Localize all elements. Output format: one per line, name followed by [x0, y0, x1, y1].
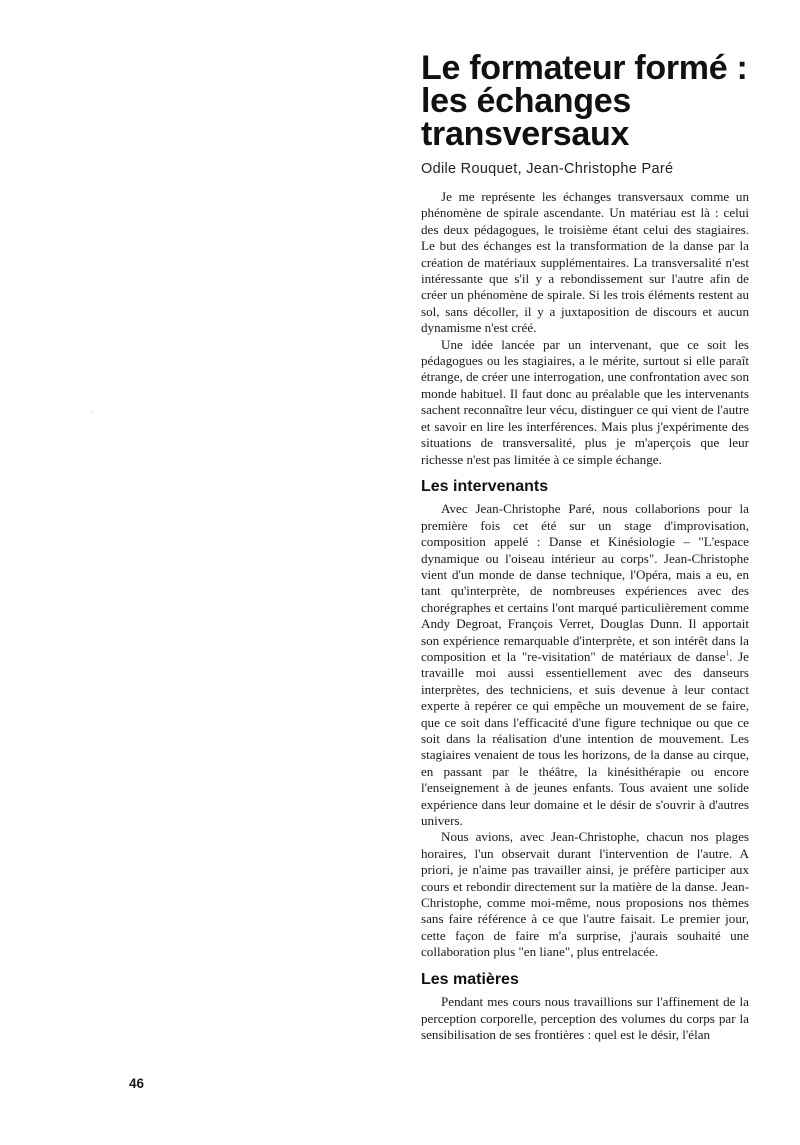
intervenants-paragraph: Nous avions, avec Jean-Christophe, chacun nos plages horaires, l'un observait durant l'intervention de l'autre. A priori, je n'aime pas travailler ainsi, je préfère participer aux cours et rebondir directement sur la matière de la danse. Jean-Christophe, comme moi-même, nous proposions nos thèmes sans faire référence à ce que l'autre faisait. Le premier jour, cette façon de faire m'a surprise, j'aurais souhaité une collaboration plus "en liane", plus entrelacée.	[421, 829, 749, 960]
section-heading-intervenants: Les intervenants	[421, 477, 549, 495]
scan-speck	[92, 411, 93, 412]
article-column	[421, 49, 749, 1043]
paragraph-text: Avec Jean-Christophe Paré, nous collaborions pour la première fois cet été sur un stage d'improvisation, composition appelé : Danse et Kinésiologie – "L'espace dynamique ou l'oiseau intérieur au corps". Jean-Christophe vient d'un monde de danse technique, l'Opéra, mais a eu, en tant qu'interprète, de nombreuses expériences avec des chorégraphes et certains l'ont marqué particulièrement comme Andy Degroat, François Verret, Douglas Dunn. Il apportait son expérience remarquable d'interprète, et son intérêt dans la composition et la "re-visitation" de matériaux de danse	[421, 501, 749, 664]
article-body	[421, 189, 749, 1043]
intro-paragraph: Une idée lancée par un intervenant, que ce soit les pédagogues ou les stagiaires, a le mérite, surtout si elle paraît étrange, de créer une interrogation, une confrontation avec son monde habituel. Il faut donc au préalable que les intervenants sachent reconnaître leur vécu, distinguer ce qui vient de l'autre et savoir en lire les interférences. Mais plus j'expérimente des situations de transversalité, plus je m'aperçois que leur richesse n'est pas limitée à ce simple échange.	[421, 336, 749, 467]
intro-paragraph: Je me représente les échanges transversaux comme un phénomène de spirale ascendante. Un matériau est là : celui des deux pédagogues, le troisième étant celui des stagiaires. Le but des échanges est la transformation de la danse par la création de matériaux supplémentaires. La transversalité n'est intéressante que s'il y a rebondissement sur l'autre afin de créer un phénomène de spirale. Si les trois éléments restent au sol, sans décoller, il y a juxtaposition de discours et aucun dynamisme n'est créé.	[421, 189, 749, 336]
article-authors: Odile Rouquet, Jean-Christophe Paré	[421, 161, 674, 177]
footnote-marker: 1	[725, 649, 730, 658]
article-title: Le formateur formé : les échanges transversaux	[421, 49, 748, 153]
matieres-paragraph: Pendant mes cours nous travaillions sur l'affinement de la perception corporelle, perception des volumes du corps par la sensibilisation de ses frontières : quel est le désir, l'élan	[421, 994, 749, 1042]
page-number: 46	[129, 1076, 145, 1091]
paragraph-text: . Je travaille moi aussi essentiellement avec des danseurs interprètes, des techniciens, et suis devenue à leur contact experte à repérer ce qui empêche un mouvement de se faire, que ce soit dans l'efficacité d'une figure technique ou que ce soit dans la réalisation d'une intention de mouvement. Les stagiaires venaient de tous les horizons, de la danse au cirque, en passant par le théâtre, la kinésithérapie ou encore l'enseignement à de jeunes enfants. Tous avaient une solide expérience dans leur domaine et le désir de s'ouvrir à d'autres univers.	[421, 648, 749, 829]
intervenants-paragraph	[421, 501, 749, 829]
section-heading-matieres: Les matières	[421, 970, 519, 988]
